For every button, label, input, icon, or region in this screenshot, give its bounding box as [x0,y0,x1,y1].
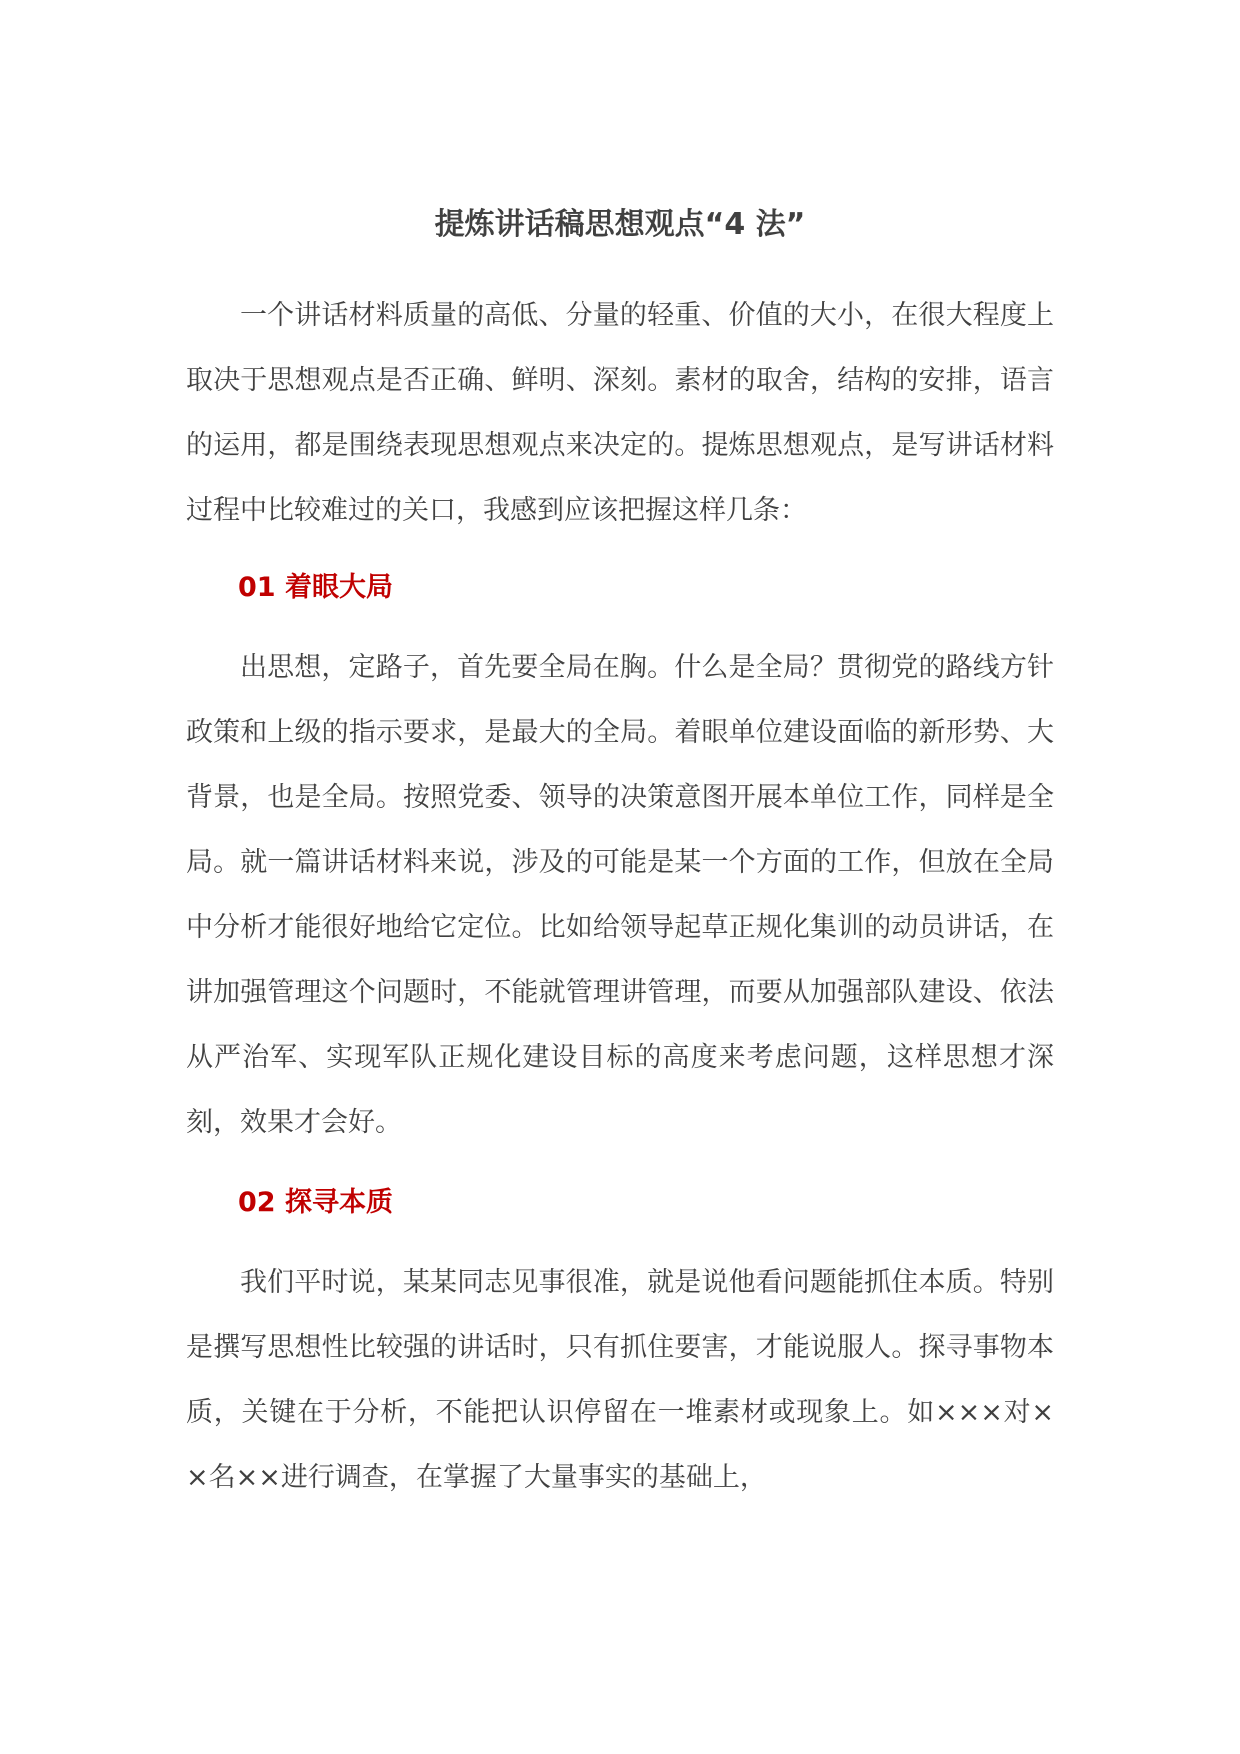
section-body-02: 我们平时说，某某同志见事很准，就是说他看问题能抓住本质。特别是撰写思想性比较强的讲话时，只有抓住要害，才能说服人。探寻事物本质，关键在于分析，不能把认识停留在一堆素材或现象上。如×××对××名××进行调查，在掌握了大量事实的基础上， [186,1267,1054,1493]
intro-paragraph: 一个讲话材料质量的高低、分量的轻重、价值的大小，在很大程度上取决于思想观点是否正确、鲜明、深刻。素材的取舍，结构的安排，语言的运用，都是围绕表现思想观点来决定的。提炼思想观点，是写讲话材料过程中比较难过的关口，我感到应该把握这样几条： [186,300,1054,526]
section-body-01: 出思想，定路子，首先要全局在胸。什么是全局？贯彻党的路线方针政策和上级的指示要求，是最大的全局。着眼单位建设面临的新形势、大背景，也是全局。按照党委、领导的决策意图开展本单位工作，同样是全局。就一篇讲话材料来说，涉及的可能是某一个方面的工作，但放在全局中分析才能很好地给它定位。比如给领导起草正规化集训的动员讲话，在讲加强管理这个问题时，不能就管理讲管理，而要从加强部队建设、依法从严治军、实现军队正规化建设目标的高度来考虑问题，这样思想才深刻，效果才会好。 [186,652,1054,1138]
document-body [186,283,1054,1510]
section-heading-02: 02 探寻本质 [238,1187,393,1218]
section-heading-01: 01 着眼大局 [238,572,393,603]
document-title: 提炼讲话稿思想观点“4 法” [434,207,806,242]
